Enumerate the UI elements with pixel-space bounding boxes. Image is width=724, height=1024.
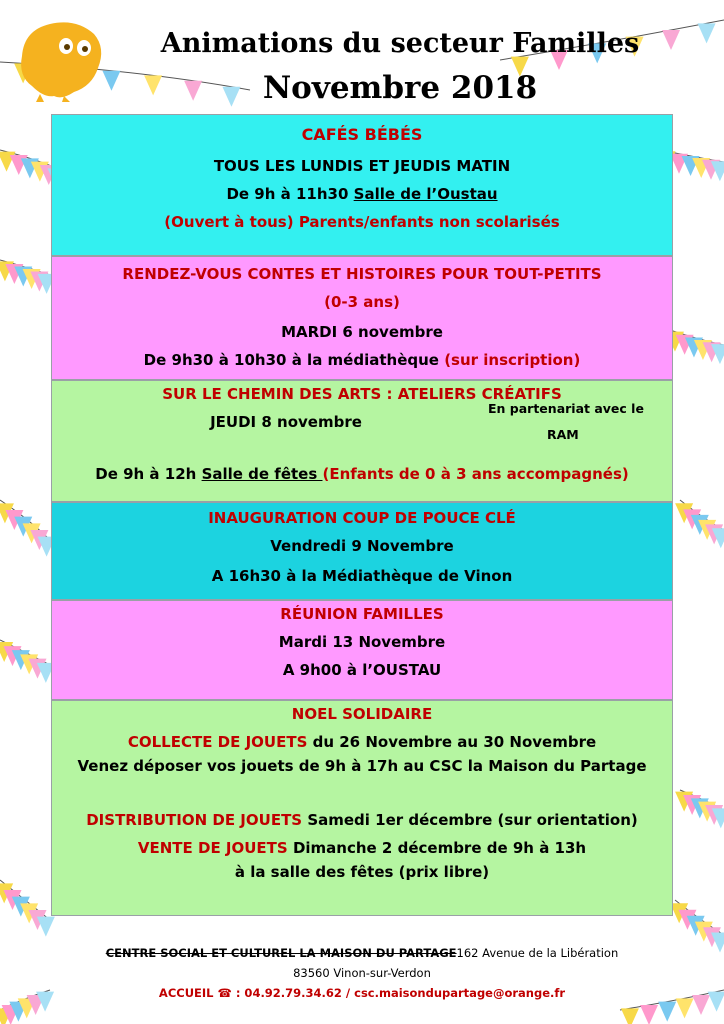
collecte-line [52, 733, 672, 751]
footer-org-line [0, 946, 724, 960]
event-audience: (Ouvert à tous) Parents/enfants non scolarisés [164, 213, 560, 231]
event-title: RÉUNION FAMILLES [280, 605, 444, 623]
event-title: RENDEZ-VOUS CONTES ET HISTOIRES POUR TOUT-PETITS [122, 265, 602, 283]
event-box-reunion-familles [51, 600, 673, 700]
event-days: TOUS LES LUNDIS ET JEUDIS MATIN [213, 157, 511, 175]
event-time-place [52, 465, 672, 483]
event-box-chemin-des-arts [51, 380, 673, 502]
vente-detail: à la salle des fêtes (prix libre) [234, 863, 490, 881]
event-place: Salle de l’Oustau [353, 185, 498, 203]
event-note: (sur inscription) [444, 351, 581, 369]
page-title: Animations du secteur Familles [160, 28, 640, 59]
footer-org-name: CENTRE SOCIAL ET CULTUREL LA MAISON DU PARTAGE [105, 946, 457, 960]
bunting-flag [698, 23, 716, 43]
collecte-label: COLLECTE DE JOUETS [127, 733, 308, 751]
vente-label: VENTE DE JOUETS [137, 839, 288, 857]
event-box-cafes-bebes [51, 114, 673, 256]
event-title: SUR LE CHEMIN DES ARTS : ATELIERS CRÉATIFS [162, 385, 562, 403]
event-date: Mardi 13 Novembre [278, 633, 446, 651]
bunting-flag [676, 998, 694, 1018]
event-time-place [52, 185, 672, 203]
event-title: CAFÉS BÉBÉS [301, 125, 423, 144]
event-box-noel-solidaire [51, 700, 673, 916]
event-audience: (Enfants de 0 à 3 ans accompagnés) [322, 465, 629, 483]
event-date: MARDI 6 novembre [281, 323, 443, 341]
event-date: JEUDI 8 novembre [210, 413, 362, 431]
vente-line [52, 839, 672, 857]
event-time: De 9h à 12h [95, 465, 202, 483]
event-place: A 9h00 à l’OUSTAU [282, 661, 442, 679]
distribution-label: DISTRIBUTION DE JOUETS [86, 811, 303, 829]
bunting-flag [640, 1005, 658, 1024]
collecte-detail: Venez déposer vos jouets de 9h à 17h au CSC la Maison du Partage [77, 757, 647, 775]
event-place: Salle de fêtes [201, 465, 323, 483]
event-place: A 16h30 à la Médiathèque de Vinon [211, 567, 513, 585]
footer-address: 162 Avenue de la Libération [456, 946, 619, 960]
mascot-character-icon [14, 16, 106, 102]
bunting-flag [658, 1002, 676, 1022]
distribution-line [52, 811, 672, 829]
event-title: INAUGURATION COUP DE POUCE CLÉ [208, 509, 516, 527]
collecte-dates: du 26 Novembre au 30 Novembre [307, 733, 597, 751]
event-time-place [52, 351, 672, 369]
vente-dates: Dimanche 2 décembre de 9h à 13h [287, 839, 587, 857]
partner-note: En partenariat avec le [488, 401, 644, 416]
distribution-dates: Samedi 1er décembre (sur orientation) [302, 811, 638, 829]
event-time: De 9h30 à 10h30 à la médiathèque [143, 351, 445, 369]
event-date: Vendredi 9 Novembre [270, 537, 454, 555]
partner-name: RAM [547, 427, 579, 442]
event-box-contes [51, 256, 673, 380]
event-box-inauguration [51, 502, 673, 600]
bunting-flag [37, 917, 55, 937]
event-age: (0-3 ans) [324, 293, 400, 311]
footer-contact: ACCUEIL ☎ : 04.92.79.34.62 / csc.maisondupartage@orange.fr [158, 986, 566, 1000]
event-title: NOEL SOLIDAIRE [291, 705, 433, 723]
bunting-flag [621, 1008, 639, 1024]
event-time: De 9h à 11h30 [226, 185, 354, 203]
page-subtitle-month: Novembre 2018 [262, 70, 538, 106]
footer-city: 83560 Vinon-sur-Verdon [293, 966, 431, 980]
